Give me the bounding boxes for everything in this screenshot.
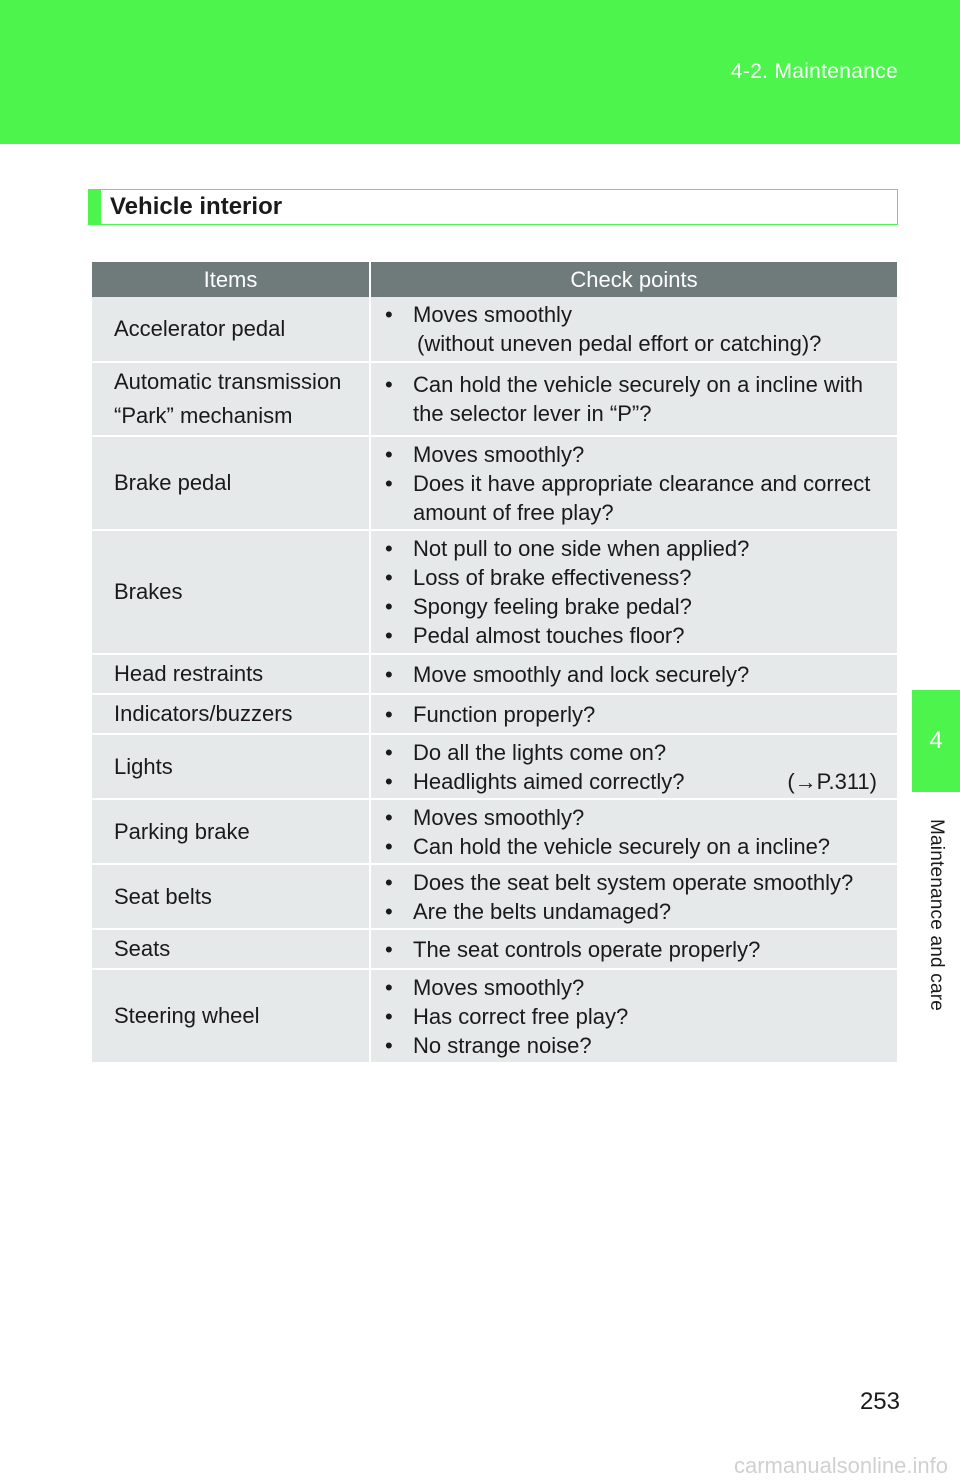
item-label: Accelerator pedal [114, 316, 286, 341]
check-point [385, 329, 877, 358]
check-point-text: Moves smoothly? [413, 441, 585, 467]
check-point-text: Loss of brake effectiveness? [413, 565, 692, 590]
section-title-box [88, 189, 898, 225]
row-check-points [370, 734, 897, 799]
check-point-text: No strange noise? [413, 1032, 592, 1058]
row-item [92, 436, 370, 530]
bullet-icon: • [385, 594, 393, 619]
header-items: Items [92, 262, 370, 297]
bullet-icon: • [385, 804, 393, 830]
table-row [92, 436, 897, 530]
check-point-text: Not pull to one side when applied? [413, 536, 750, 561]
bullet-icon: • [385, 623, 393, 648]
table-row [92, 929, 897, 969]
item-label: Automatic transmission [114, 369, 342, 394]
check-point [385, 897, 877, 926]
row-item [92, 297, 370, 362]
bullet-icon: • [385, 701, 393, 727]
chapter-number: 4 [929, 727, 943, 754]
item-label: Seat belts [114, 883, 212, 909]
check-point [385, 563, 877, 592]
check-table [92, 262, 897, 1064]
bullet-icon: • [385, 869, 393, 895]
table-row [92, 654, 897, 694]
check-point [385, 700, 877, 729]
check-point-text: Moves smoothly [413, 302, 572, 327]
bullet-icon: • [385, 936, 393, 962]
row-check-points [370, 969, 897, 1063]
chapter-label [914, 805, 958, 1025]
row-item [92, 929, 370, 969]
check-point-text: Does it have appropriate clearance and correct amount of free play? [413, 470, 871, 525]
bullet-icon: • [385, 661, 393, 687]
item-label: Head restraints [114, 661, 264, 686]
row-check-points [370, 654, 897, 694]
check-point-text: Move smoothly and lock securely? [413, 661, 750, 687]
chapter-tab [912, 690, 960, 792]
row-check-points [370, 694, 897, 734]
check-point-text: Can hold the vehicle securely on a incline with the selector lever in “P”? [413, 372, 864, 426]
bullet-icon: • [385, 974, 393, 1000]
bullet-icon: • [385, 372, 393, 397]
table-header-row [92, 262, 897, 297]
table-row [92, 799, 897, 864]
check-point [385, 469, 877, 527]
table-row [92, 734, 897, 799]
bullet-icon: • [385, 739, 393, 765]
check-point [385, 300, 877, 329]
row-item [92, 799, 370, 864]
check-point [385, 767, 877, 796]
item-label: Steering wheel [114, 1003, 260, 1028]
row-check-points [370, 436, 897, 530]
row-item [92, 654, 370, 694]
check-point [385, 803, 877, 832]
check-point-text: Are the belts undamaged? [413, 898, 672, 924]
row-item [92, 864, 370, 929]
table-row [92, 297, 897, 362]
check-point [385, 1031, 877, 1060]
bullet-icon: • [385, 768, 393, 794]
row-check-points [370, 799, 897, 864]
bullet-icon: • [385, 1003, 393, 1029]
bullet-icon: • [385, 565, 393, 590]
check-point-text: Headlights aimed correctly? (→P.311) [413, 768, 877, 794]
table-row [92, 969, 897, 1063]
section-header-label: 4-2. Maintenance [730, 60, 898, 83]
check-point-text: Spongy feeling brake pedal? [413, 594, 692, 619]
check-point-text: Has correct free play? [413, 1003, 629, 1029]
check-point [385, 370, 877, 428]
header-band [0, 0, 960, 144]
check-point-text: (without uneven pedal effort or catching)? [417, 331, 822, 356]
table-row [92, 362, 897, 436]
chapter-label-text: Maintenance and care [926, 818, 948, 1012]
item-label: Brakes [114, 579, 183, 604]
row-item [92, 530, 370, 654]
item-label: Lights [114, 753, 173, 779]
row-item [92, 694, 370, 734]
row-check-points [370, 362, 897, 436]
check-point-text: Pedal almost touches floor? [413, 623, 685, 648]
check-point [385, 621, 877, 650]
row-item [92, 734, 370, 799]
bullet-icon: • [385, 441, 393, 467]
table-row [92, 530, 897, 654]
row-check-points [370, 530, 897, 654]
check-point [385, 868, 877, 897]
check-point [385, 832, 877, 861]
check-point-text: Moves smoothly? [413, 804, 585, 830]
check-point-text: Can hold the vehicle securely on a incline? [413, 833, 831, 859]
item-label: Indicators/buzzers [114, 701, 293, 726]
row-item [92, 969, 370, 1063]
check-point [385, 738, 877, 767]
bullet-icon: • [385, 833, 393, 859]
check-point-text: The seat controls operate properly? [413, 936, 761, 962]
check-point [385, 534, 877, 563]
check-point-text: Function properly? [413, 701, 596, 727]
check-point [385, 935, 877, 964]
section-accent-bar [89, 190, 101, 224]
check-point-text: Does the seat belt system operate smoothly? [413, 869, 854, 895]
table-body [92, 297, 897, 1063]
check-point [385, 440, 877, 469]
row-check-points [370, 297, 897, 362]
section-title: Vehicle interior [110, 193, 283, 220]
check-point [385, 660, 877, 689]
item-label: Parking brake [114, 818, 250, 844]
row-check-points [370, 929, 897, 969]
item-label: “Park” mechanism [114, 403, 293, 428]
bullet-icon: • [385, 536, 393, 561]
check-point [385, 592, 877, 621]
table-row [92, 694, 897, 734]
check-point-text: Do all the lights come on? [413, 739, 667, 765]
bullet-icon: • [385, 1032, 393, 1058]
table-row [92, 864, 897, 929]
bullet-icon: • [385, 898, 393, 924]
check-point [385, 1002, 877, 1031]
watermark: carmanualsonline.info [733, 1453, 948, 1478]
page-number: 253 [859, 1388, 900, 1415]
item-label: Seats [114, 936, 171, 961]
page-reference[interactable]: (→P.311) [787, 768, 877, 794]
row-check-points [370, 864, 897, 929]
check-point [385, 973, 877, 1002]
bullet-icon: • [385, 302, 393, 327]
header-check-points: Check points [370, 262, 897, 297]
bullet-icon: • [385, 470, 393, 496]
row-item [92, 362, 370, 436]
check-point-text: Moves smoothly? [413, 974, 585, 1000]
item-label: Brake pedal [114, 470, 232, 495]
